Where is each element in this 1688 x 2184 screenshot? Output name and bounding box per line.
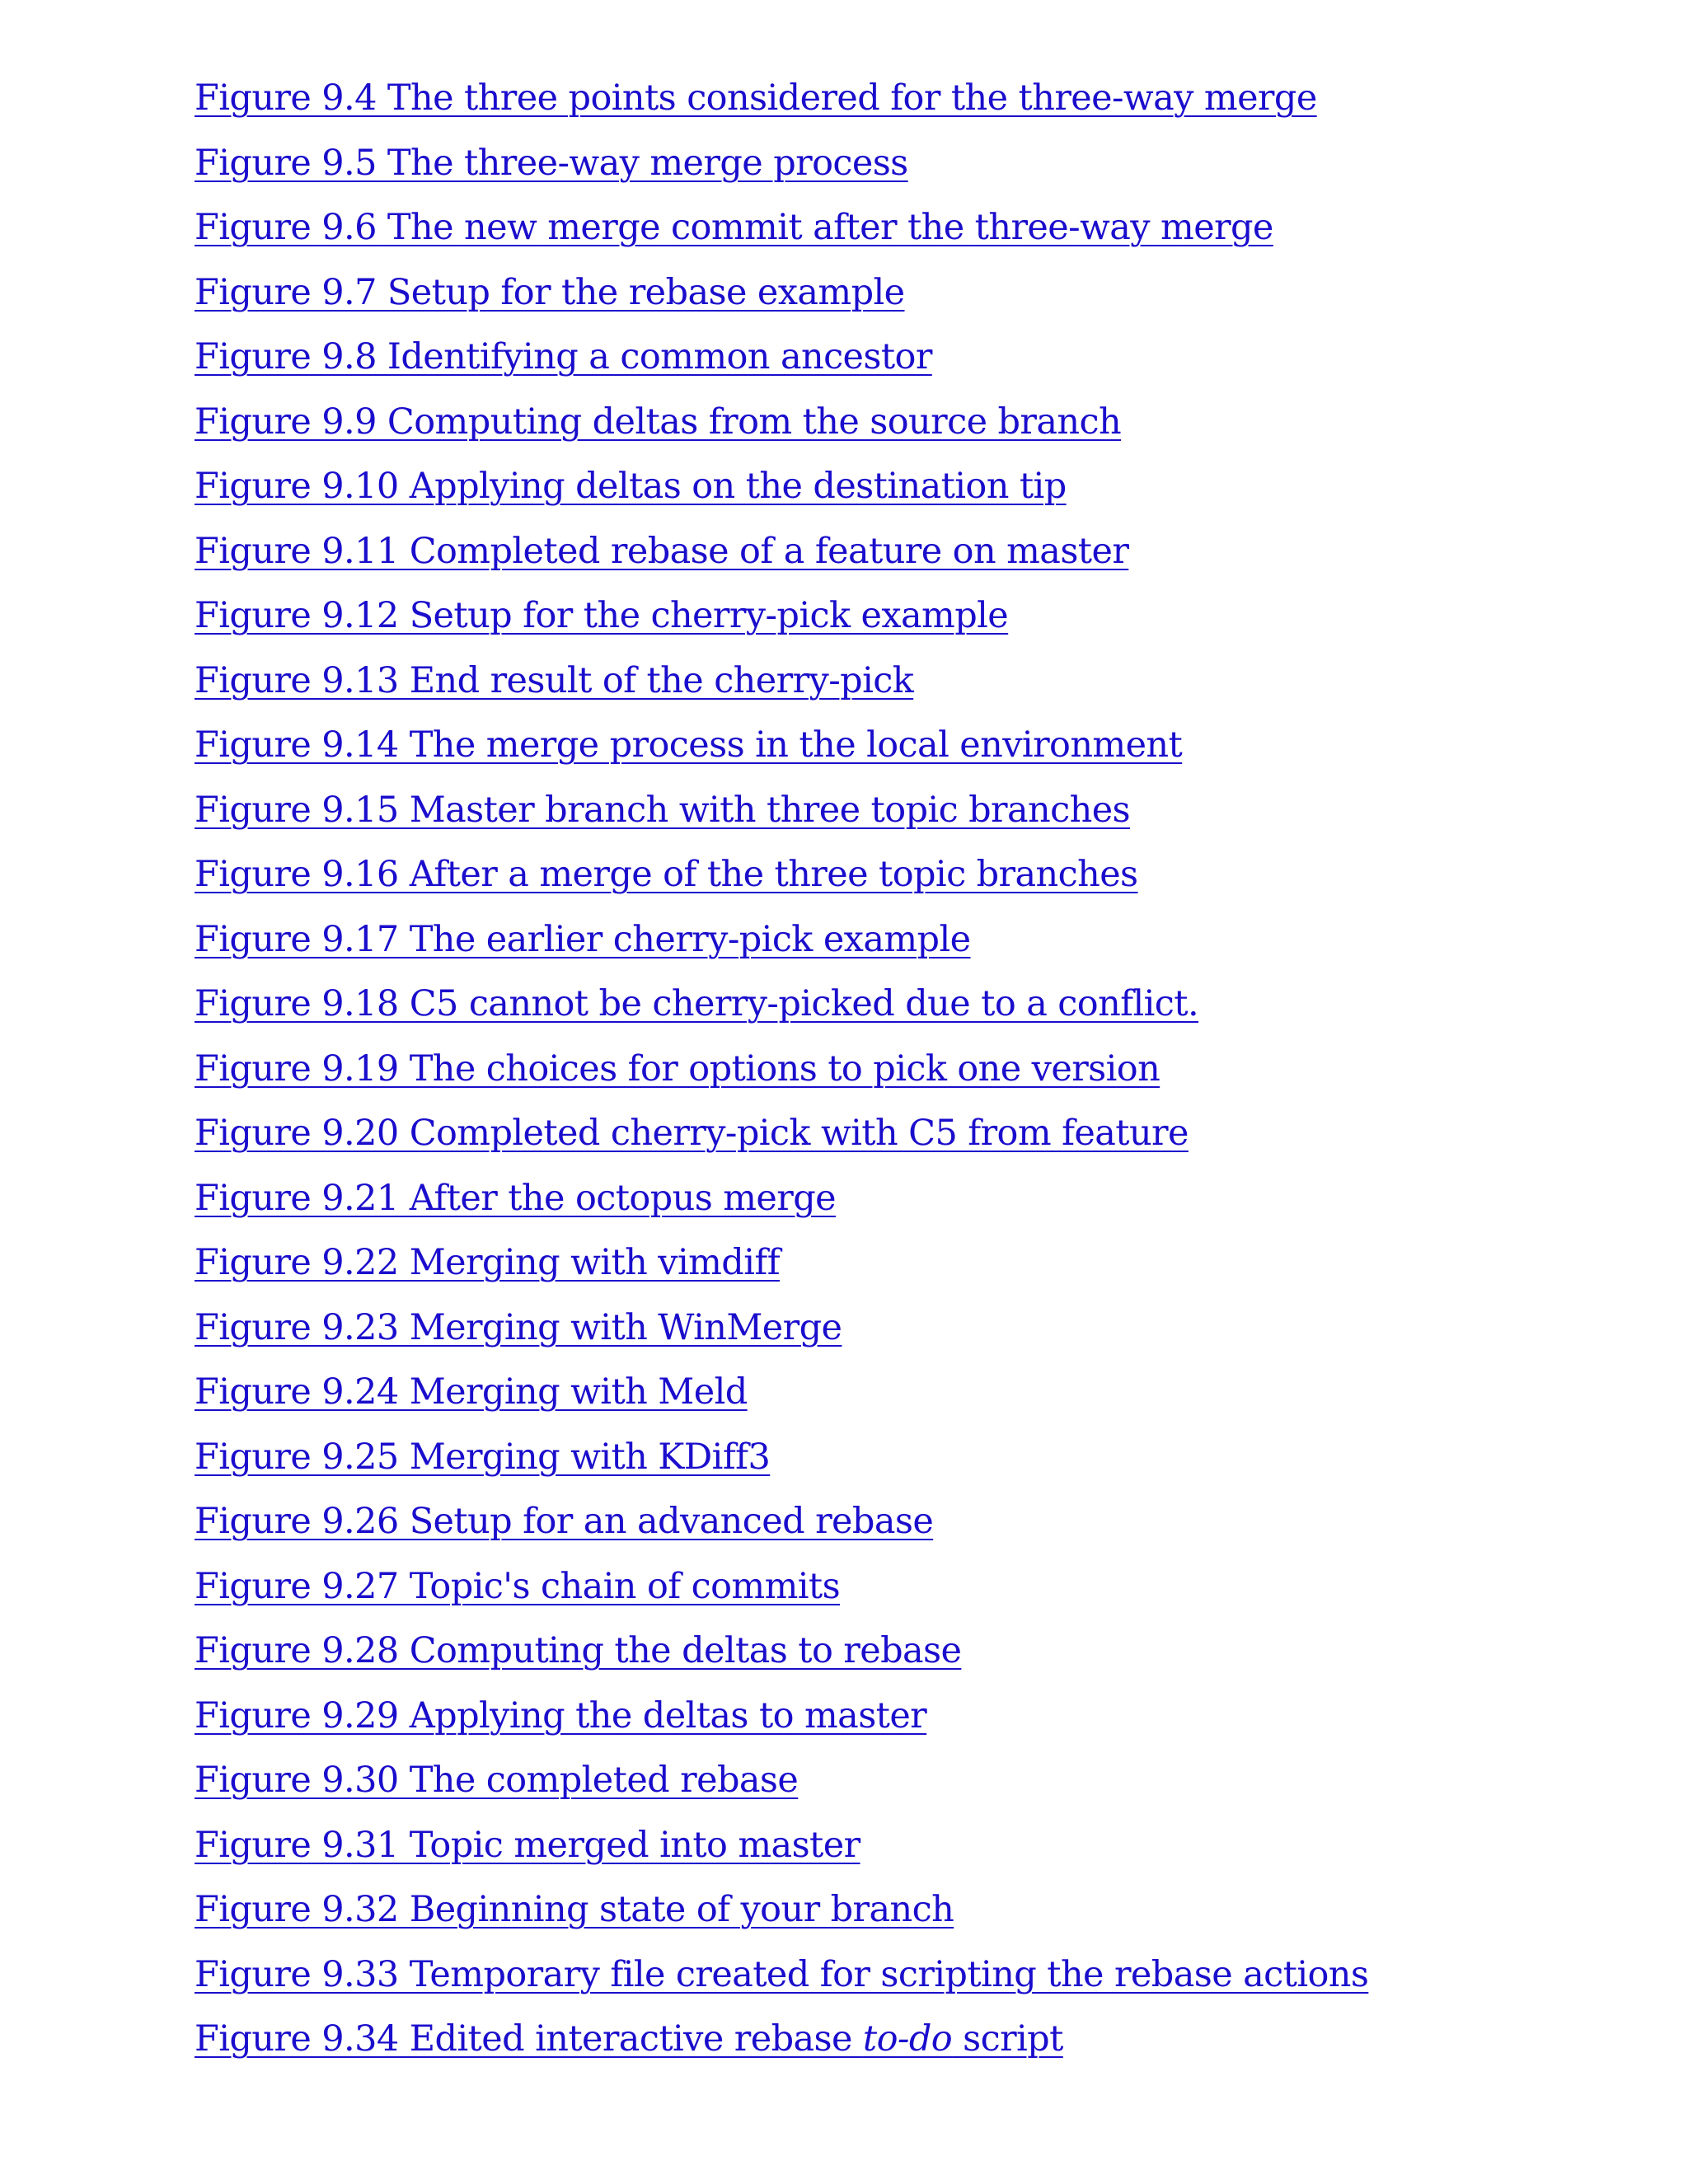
list-item bbox=[195, 1943, 1662, 2008]
figure-link-text-end: script bbox=[952, 2018, 1063, 2060]
figure-link-9-15[interactable]: Figure 9.15 Master branch with three topic branches bbox=[195, 789, 1131, 831]
figure-list bbox=[195, 66, 1662, 2072]
list-item bbox=[195, 2007, 1662, 2072]
figure-link-9-31[interactable]: Figure 9.31 Topic merged into master bbox=[195, 1824, 860, 1866]
list-item bbox=[195, 713, 1662, 778]
figure-link-9-22[interactable]: Figure 9.22 Merging with vimdiff bbox=[195, 1242, 781, 1283]
list-item bbox=[195, 195, 1662, 260]
figure-link-emphasis: to-do bbox=[862, 2018, 953, 2060]
list-item bbox=[195, 325, 1662, 390]
list-item bbox=[195, 260, 1662, 326]
list-item bbox=[195, 1489, 1662, 1554]
figure-link-9-10[interactable]: Figure 9.10 Applying deltas on the destination tip bbox=[195, 466, 1067, 507]
figure-link-9-17[interactable]: Figure 9.17 The earlier cherry-pick example bbox=[195, 918, 971, 960]
list-item bbox=[195, 1360, 1662, 1425]
list-item bbox=[195, 390, 1662, 455]
list-item bbox=[195, 649, 1662, 714]
figure-link-9-29[interactable]: Figure 9.29 Applying the deltas to master bbox=[195, 1694, 927, 1736]
figure-link-9-25[interactable]: Figure 9.25 Merging with KDiff3 bbox=[195, 1436, 771, 1478]
figure-link-9-28[interactable]: Figure 9.28 Computing the deltas to rebase bbox=[195, 1630, 962, 1671]
figure-link-9-9[interactable]: Figure 9.9 Computing deltas from the source branch bbox=[195, 401, 1122, 443]
list-item bbox=[195, 842, 1662, 907]
figure-link-9-13[interactable]: Figure 9.13 End result of the cherry-pick bbox=[195, 659, 914, 701]
list-item bbox=[195, 778, 1662, 843]
list-item bbox=[195, 1748, 1662, 1813]
figure-link-9-7[interactable]: Figure 9.7 Setup for the rebase example bbox=[195, 271, 905, 313]
list-item bbox=[195, 454, 1662, 519]
list-item bbox=[195, 1619, 1662, 1684]
figure-link-9-4[interactable]: Figure 9.4 The three points considered for the three-way merge bbox=[195, 77, 1317, 119]
figure-link-9-14[interactable]: Figure 9.14 The merge process in the local environment bbox=[195, 724, 1183, 766]
figure-link-9-27[interactable]: Figure 9.27 Topic's chain of commits bbox=[195, 1565, 841, 1607]
list-item bbox=[195, 66, 1662, 131]
figure-link-9-16[interactable]: Figure 9.16 After a merge of the three topic branches bbox=[195, 854, 1138, 895]
figure-link-9-32[interactable]: Figure 9.32 Beginning state of your branch bbox=[195, 1889, 954, 1930]
figure-link-9-5[interactable]: Figure 9.5 The three-way merge process bbox=[195, 142, 908, 184]
list-item bbox=[195, 1230, 1662, 1296]
figure-link-9-33[interactable]: Figure 9.33 Temporary file created for scripting the rebase actions bbox=[195, 1953, 1369, 1995]
list-item bbox=[195, 1101, 1662, 1166]
list-item bbox=[195, 1296, 1662, 1361]
list-item bbox=[195, 1813, 1662, 1878]
figure-link-9-8[interactable]: Figure 9.8 Identifying a common ancestor bbox=[195, 336, 932, 377]
list-item bbox=[195, 131, 1662, 196]
figure-link-9-34[interactable] bbox=[195, 2018, 1063, 2060]
figure-link-9-21[interactable]: Figure 9.21 After the octopus merge bbox=[195, 1177, 836, 1219]
figure-link-9-11[interactable]: Figure 9.11 Completed rebase of a feature on master bbox=[195, 530, 1129, 572]
figure-link-9-12[interactable]: Figure 9.12 Setup for the cherry-pick example bbox=[195, 595, 1009, 636]
list-item bbox=[195, 1425, 1662, 1490]
list-item bbox=[195, 1166, 1662, 1231]
figure-link-9-18[interactable]: Figure 9.18 C5 cannot be cherry-picked due to a conflict. bbox=[195, 983, 1199, 1024]
figure-link-9-30[interactable]: Figure 9.30 The completed rebase bbox=[195, 1760, 799, 1801]
list-item bbox=[195, 1554, 1662, 1619]
figure-link-9-26[interactable]: Figure 9.26 Setup for an advanced rebase bbox=[195, 1501, 934, 1542]
list-item bbox=[195, 583, 1662, 649]
list-item bbox=[195, 1037, 1662, 1102]
list-item bbox=[195, 1877, 1662, 1943]
list-item bbox=[195, 1684, 1662, 1749]
list-item bbox=[195, 519, 1662, 584]
figure-link-9-19[interactable]: Figure 9.19 The choices for options to pick one version bbox=[195, 1047, 1160, 1090]
list-item bbox=[195, 972, 1662, 1037]
figure-link-text: Figure 9.34 Edited interactive rebase bbox=[195, 2018, 863, 2060]
figure-link-9-23[interactable]: Figure 9.23 Merging with WinMerge bbox=[195, 1306, 842, 1348]
figure-link-9-20[interactable]: Figure 9.20 Completed cherry-pick with C5 from feature bbox=[195, 1113, 1189, 1154]
list-item bbox=[195, 907, 1662, 972]
figure-link-9-6[interactable]: Figure 9.6 The new merge commit after the three-way merge bbox=[195, 207, 1273, 248]
figure-link-9-24[interactable]: Figure 9.24 Merging with Meld bbox=[195, 1371, 748, 1413]
